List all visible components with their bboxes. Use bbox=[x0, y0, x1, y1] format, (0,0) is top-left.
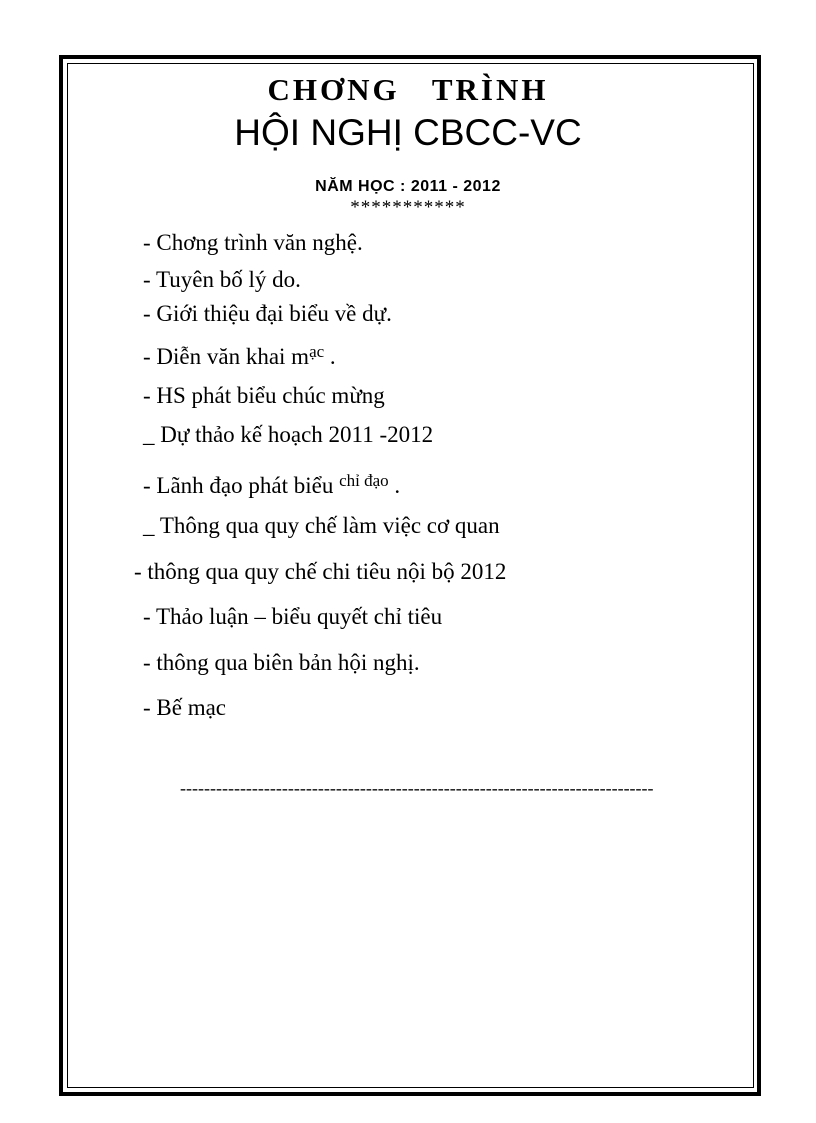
agenda-item-text: - Thảo luận – biểu quyết chỉ tiêu bbox=[143, 604, 443, 629]
star-separator: *********** bbox=[350, 197, 466, 218]
agenda-item bbox=[134, 558, 506, 586]
agenda-item-text: - Tuyên bố lý do. bbox=[143, 267, 301, 292]
dashed-divider: ------------------------------------------------------------------------------- bbox=[180, 778, 654, 798]
agenda-item-text: - thông qua quy chế chi tiêu nội bộ 2012 bbox=[134, 559, 507, 584]
agenda-item-text: - HS phát biểu chúc mừng bbox=[143, 383, 385, 408]
agenda-item-text: - Giới thiệu đại biểu về dự. bbox=[143, 301, 392, 326]
agenda-item bbox=[143, 694, 226, 722]
agenda-item bbox=[143, 421, 433, 449]
agenda-item bbox=[143, 382, 385, 410]
agenda-item-text: _ Thông qua quy chế làm việc cơ quan bbox=[143, 513, 500, 538]
agenda-item-suffix: . bbox=[324, 344, 336, 369]
school-year: NĂM HỌC : 2011 - 2012 bbox=[315, 178, 501, 195]
agenda-item-text: - Chơng trình văn nghệ. bbox=[143, 230, 363, 255]
agenda-item bbox=[143, 300, 392, 328]
agenda-item bbox=[143, 649, 420, 677]
agenda-item bbox=[143, 472, 400, 502]
agenda-item-suffix: . bbox=[388, 473, 401, 498]
agenda-item bbox=[143, 603, 442, 631]
agenda-item-text: _ Dự thảo kế hoạch 2011 -2012 bbox=[143, 422, 434, 447]
agenda-item bbox=[143, 512, 500, 540]
agenda-item-text: - Lãnh đạo phát biểu bbox=[143, 473, 340, 498]
agenda-item-text: - Diễn văn khai m bbox=[143, 344, 310, 369]
agenda-item-superscript: ạc bbox=[309, 342, 325, 361]
agenda-item bbox=[143, 343, 336, 373]
agenda-item bbox=[143, 229, 363, 257]
agenda-item bbox=[143, 266, 301, 294]
agenda-item-text: - thông qua biên bản hội nghị. bbox=[143, 650, 420, 675]
agenda-item-text: - Bế mạc bbox=[143, 695, 227, 720]
program-title: CHƠNG TRÌNH bbox=[267, 72, 549, 107]
meeting-title: HỘI NGHỊ CBCC-VC bbox=[234, 112, 582, 153]
agenda-item-superscript: chỉ đạo bbox=[339, 471, 389, 490]
